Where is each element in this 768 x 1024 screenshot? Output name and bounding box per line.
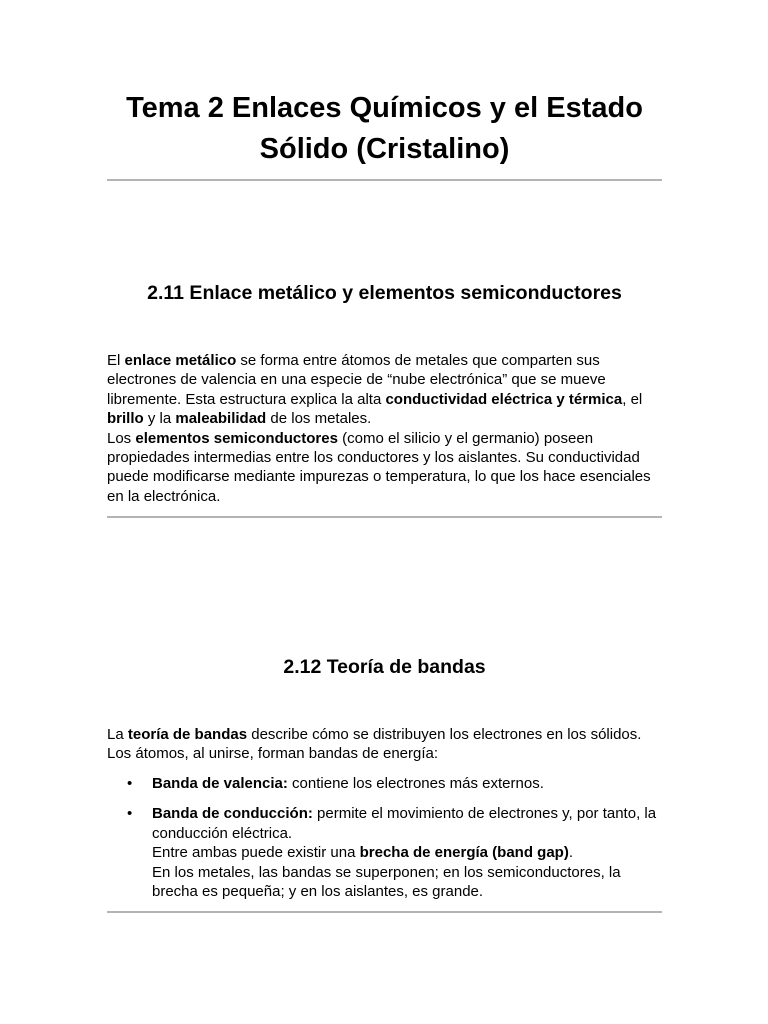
bullet-dot-icon: • — [127, 805, 133, 823]
text-run: El — [107, 352, 125, 369]
term-elementos-semiconductores: elementos semiconductores — [135, 429, 338, 447]
term-enlace-metalico: enlace metálico — [124, 352, 237, 369]
section-211-paragraph — [107, 351, 662, 506]
section-211-divider — [107, 516, 662, 518]
section-211-heading: 2.11 Enlace metálico y elementos semiconductores — [147, 282, 622, 304]
term-conductividad: conductividad eléctrica y térmica — [385, 390, 623, 408]
text-run: Entre ambas puede existir una — [152, 844, 360, 862]
text-run: contiene los electrones más externos. — [287, 775, 544, 792]
term-brillo: brillo — [107, 410, 144, 428]
text-run: La — [107, 726, 128, 743]
term-banda-conduccion: Banda de conducción: — [152, 805, 313, 823]
bands-list — [107, 774, 662, 901]
text-run: de los metales. — [266, 410, 372, 428]
text-run: , el — [622, 390, 643, 408]
text-run: permite el movimiento de electrones y, por tanto, la conducción eléctrica. — [152, 805, 657, 842]
term-maleabilidad: maleabilidad — [175, 410, 267, 428]
text-run: . — [568, 844, 574, 862]
title-divider — [107, 179, 662, 181]
text-run: y la — [143, 410, 176, 428]
term-band-gap: brecha de energía (band gap) — [359, 844, 569, 862]
text-run: describe cómo se distribuyen los electrones en los sólidos. Los átomos, al unirse, forman bandas de energía: — [107, 726, 642, 763]
bullet-dot-icon: • — [127, 775, 133, 792]
section-212-heading: 2.12 Teoría de bandas — [283, 656, 486, 678]
text-run: Los — [107, 429, 136, 447]
document-title: Tema 2 Enlaces Químicos y el Estado Sólido (Cristalino) — [126, 92, 643, 165]
term-banda-valencia: Banda de valencia: — [152, 775, 288, 792]
text-run: En los metales, las bandas se superponen; en los semiconductores, la brecha es pequeña; y en los aislantes, es grande. — [152, 863, 621, 901]
section-212-intro — [107, 725, 662, 764]
text-run: se forma entre átomos de metales que comparten sus electrones de valencia en una especie de “nube electrónica” que se mueve libremente. Esta estructura explica la alta — [107, 352, 606, 408]
text-run: (como el silicio y el germanio) poseen propiedades intermedias entre los conductores y los aislantes. Su conductividad puede modificarse mediante impurezas o temperatura, lo que los hace esenciales en la electrónica. — [107, 429, 651, 505]
list-item-valencia — [107, 774, 662, 793]
section-212-divider — [107, 911, 662, 913]
list-item-conduccion — [107, 804, 662, 901]
term-teoria-de-bandas: teoría de bandas — [127, 726, 248, 743]
